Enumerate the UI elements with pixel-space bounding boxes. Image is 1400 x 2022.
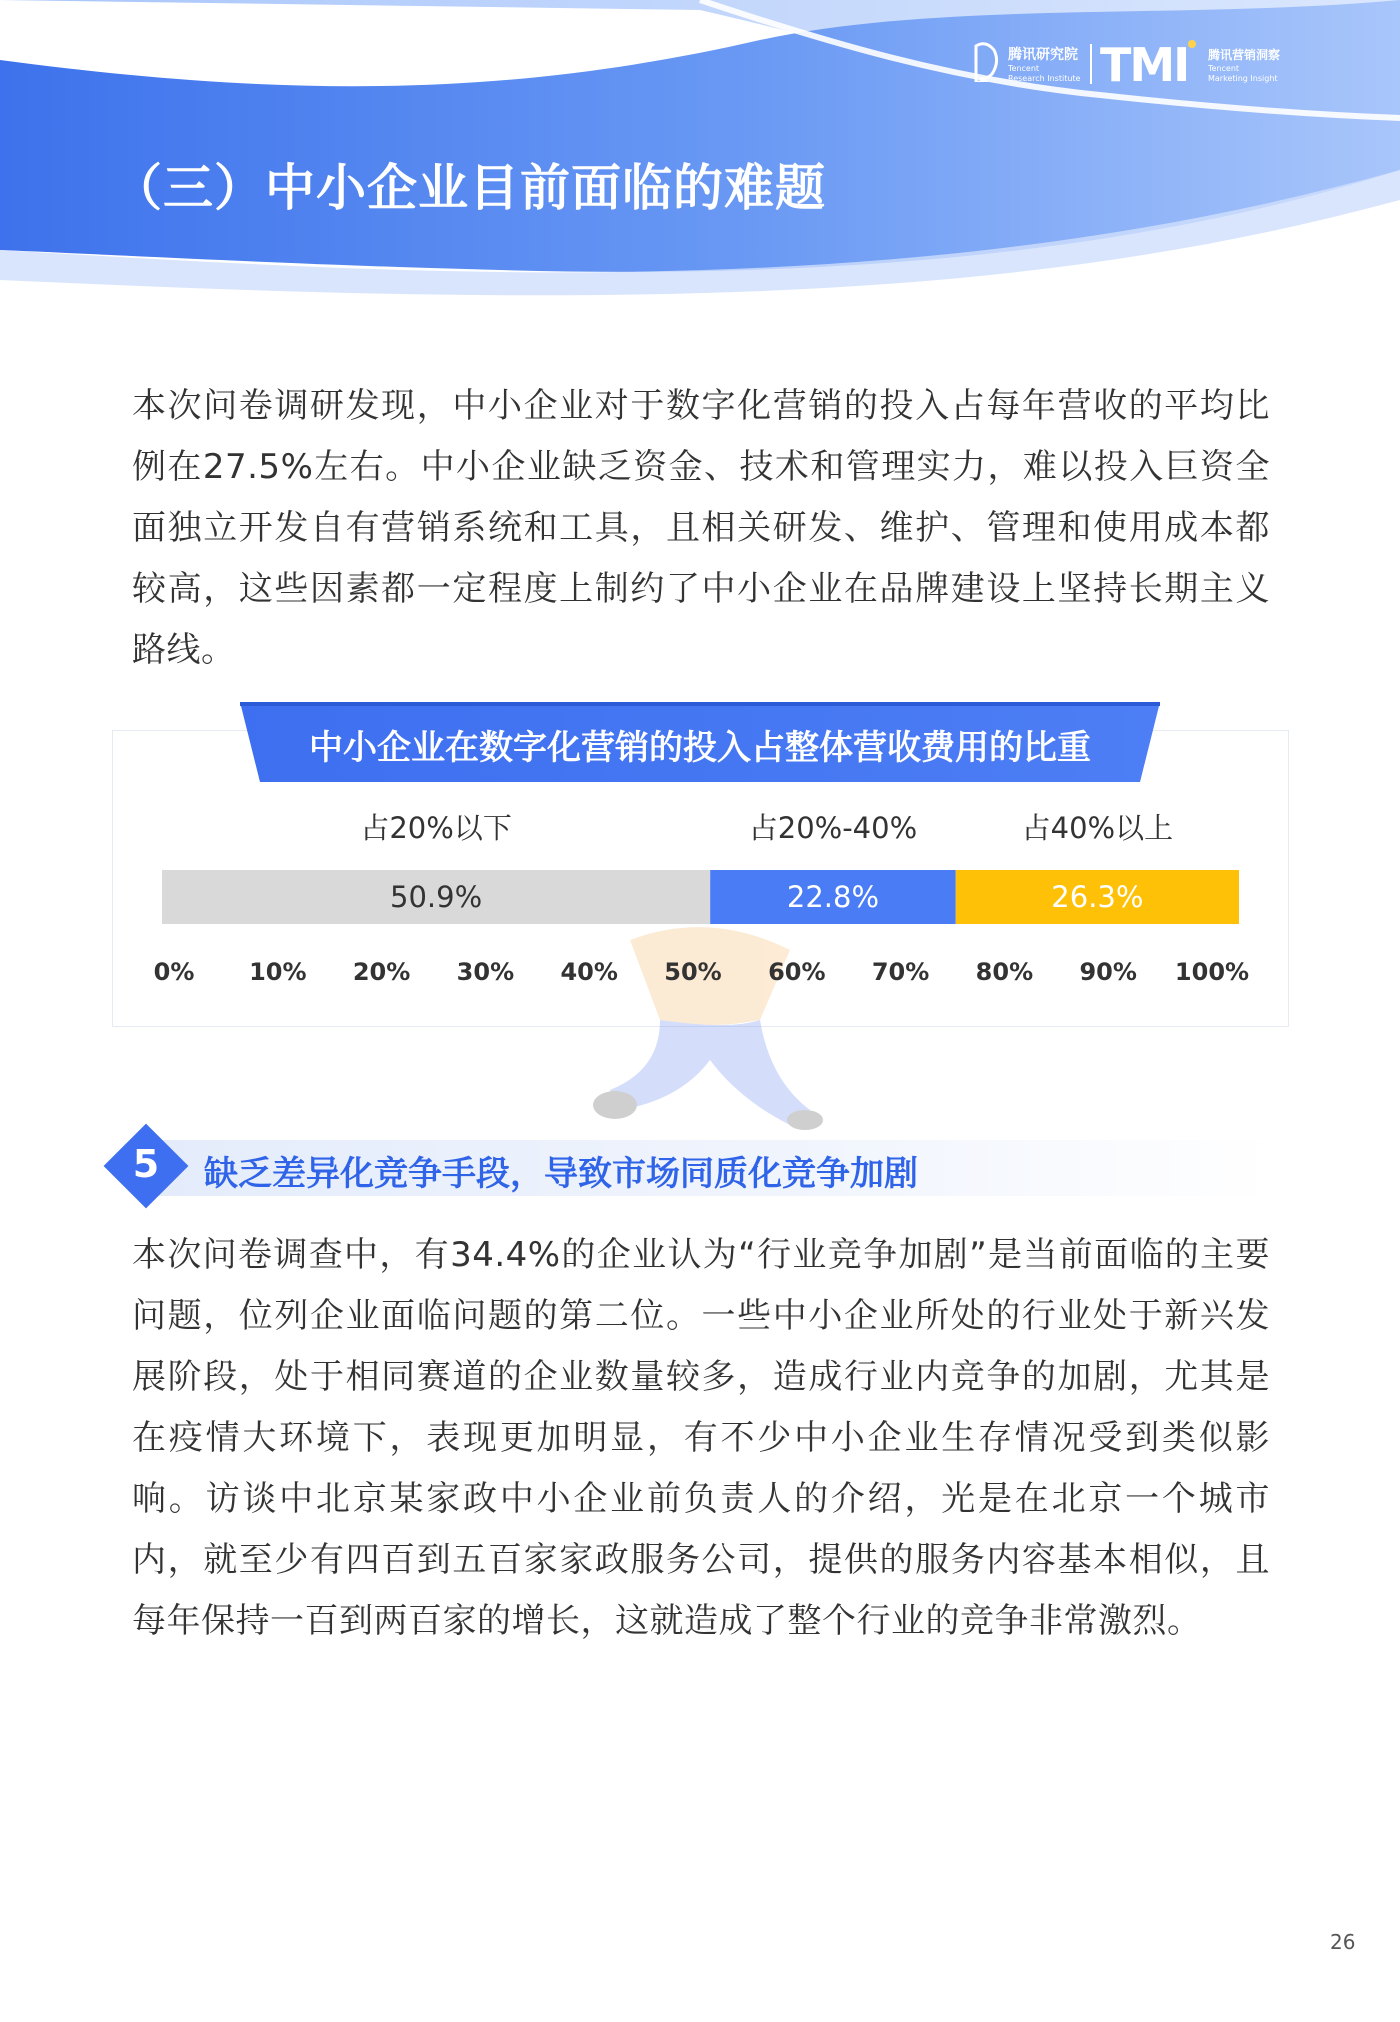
page-header [0, 0, 1400, 300]
bar-value-label-1: 50.9% [390, 880, 483, 914]
x-tick-label: 20% [352, 958, 411, 986]
body-paragraph: 本次问卷调查中，有34.4%的企业认为“行业竞争加剧”是当前面临的主要问题，位列企业面临问题的第二位。一些中小企业所处的行业处于新兴发展阶段，处于相同赛道的企业数量较多，造成行业内竞争的加剧，尤其是在疫情大环境下，表现更加明显，有不少中小企业生存情况受到类似影响。访谈中北京某家政中小企业前负责人的介绍，光是在北京一个城市内，就至少有四百到五百家家政服务公司，提供的服务内容基本相似，且每年保持一百到两百家的增长，这就造成了整个行业的竞争非常激烈。 [132, 1235, 1270, 1641]
logo-tmi-en-line1: Tencent [1208, 64, 1240, 73]
x-tick-label: 30% [456, 958, 515, 986]
logo-org-en-line1: Tencent [1008, 64, 1040, 73]
stacked-bar-chart [112, 790, 1287, 1015]
intro-paragraph: 本次问卷调研发现，中小企业对于数字化营销的投入占每年营收的平均比例在27.5%左右。中小企业缺乏资金、技术和管理实力，难以投入巨资全面独立开发自有营销系统和工具，且相关研发、维护、管理和使用成本都较高，这些因素都一定程度上制约了中小企业在品牌建设上坚持长期主义路线。 [132, 386, 1270, 670]
logo-tmi-cn: 腾讯营销洞察 [1208, 48, 1281, 62]
section-title: （三）中小企业目前面临的难题 [112, 159, 826, 217]
tencent-logo [972, 38, 1292, 92]
x-tick-label: 0% [153, 958, 195, 986]
logo-tmi-en-line2: Marketing Insight [1208, 74, 1278, 83]
logo-tmi: TMI [1100, 38, 1189, 92]
logo-org-en-line2: Research Institute [1008, 74, 1081, 83]
logo-divider [1090, 44, 1092, 84]
x-tick-label: 90% [1079, 958, 1137, 986]
x-tick-label: 40% [560, 958, 618, 986]
x-tick-label: 10% [249, 958, 307, 986]
x-tick-label: 80% [975, 958, 1034, 986]
chart-title: 中小企业在数字化营销的投入占整体营收费用的比重 [309, 728, 1091, 768]
x-tick-label: 50% [664, 958, 722, 986]
heading-title: 缺乏差异化竞争手段，导致市场同质化竞争加剧 [204, 1154, 918, 1194]
tmi-dot-icon [1188, 40, 1196, 48]
category-label-2: 占20%-40% [748, 811, 918, 845]
x-tick-label: 100% [1174, 958, 1250, 986]
numbered-heading-5 [106, 1128, 1276, 1208]
heading-number: 5 [132, 1142, 160, 1186]
tencent-research-mark-icon [972, 42, 1000, 82]
category-label-1: 占20%以下 [360, 811, 512, 845]
bar-value-label-3: 26.3% [1051, 880, 1144, 914]
chart-title-banner [240, 702, 1160, 782]
x-tick-label: 60% [768, 958, 826, 986]
logo-org-cn: 腾讯研究院 [1008, 47, 1078, 63]
x-tick-label: 70% [871, 958, 930, 986]
page-number: 26 [1330, 1930, 1356, 1954]
bar-value-label-2: 22.8% [786, 880, 880, 914]
category-label-3: 占40%以上 [1021, 811, 1174, 845]
